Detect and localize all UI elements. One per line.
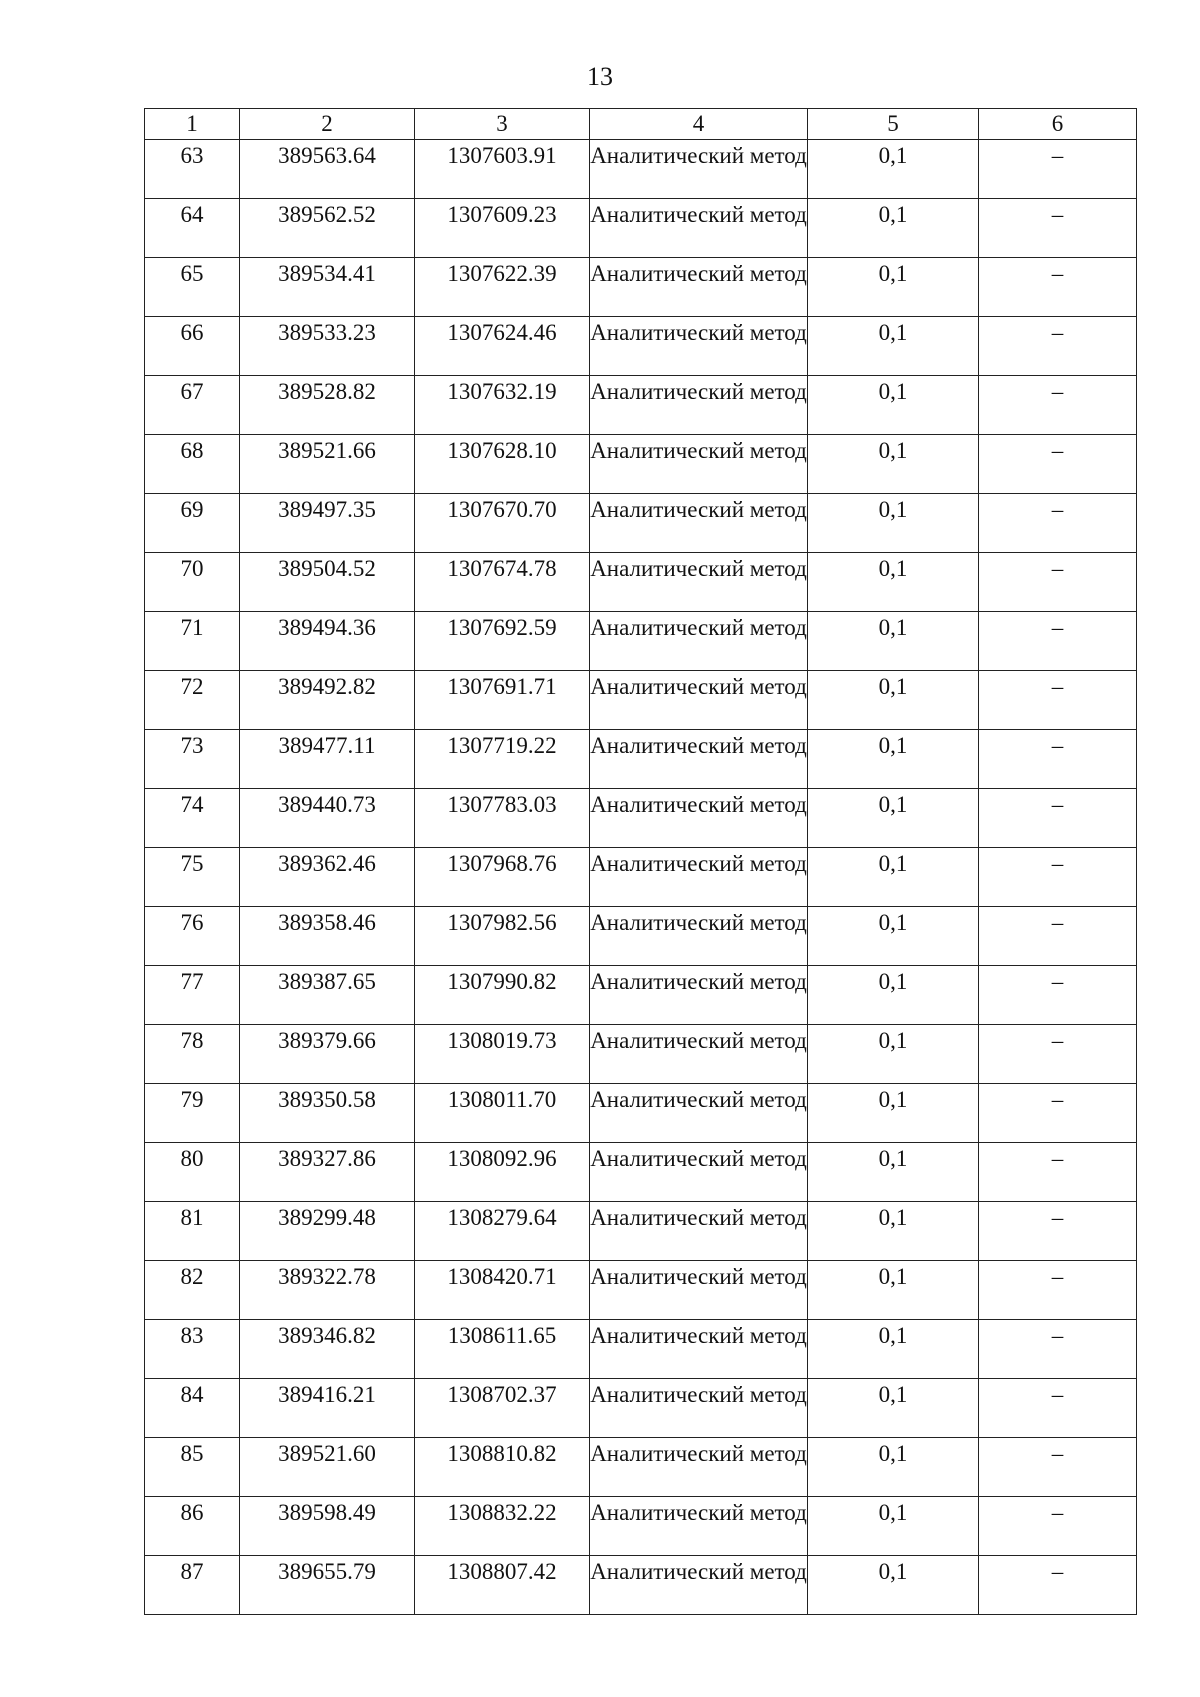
accuracy-cell: 0,1 bbox=[808, 848, 979, 907]
column-header: 5 bbox=[808, 109, 979, 140]
x-coordinate-cell: 389562.52 bbox=[240, 199, 415, 258]
note-cell: – bbox=[979, 1202, 1137, 1261]
y-coordinate-cell: 1308019.73 bbox=[415, 1025, 590, 1084]
y-coordinate-cell: 1307622.39 bbox=[415, 258, 590, 317]
method-cell: Аналитический метод bbox=[590, 1438, 808, 1497]
table-row bbox=[145, 1202, 1137, 1261]
method-cell: Аналитический метод bbox=[590, 848, 808, 907]
y-coordinate-cell: 1308279.64 bbox=[415, 1202, 590, 1261]
y-coordinate-cell: 1308832.22 bbox=[415, 1497, 590, 1556]
header-row bbox=[145, 109, 1137, 140]
table-row bbox=[145, 1261, 1137, 1320]
x-coordinate-cell: 389528.82 bbox=[240, 376, 415, 435]
method-cell: Аналитический метод bbox=[590, 730, 808, 789]
point-number-cell: 78 bbox=[145, 1025, 240, 1084]
x-coordinate-cell: 389362.46 bbox=[240, 848, 415, 907]
table-row bbox=[145, 789, 1137, 848]
accuracy-cell: 0,1 bbox=[808, 1143, 979, 1202]
y-coordinate-cell: 1307982.56 bbox=[415, 907, 590, 966]
method-cell: Аналитический метод bbox=[590, 376, 808, 435]
point-number-cell: 83 bbox=[145, 1320, 240, 1379]
note-cell: – bbox=[979, 258, 1137, 317]
table-row bbox=[145, 730, 1137, 789]
accuracy-cell: 0,1 bbox=[808, 140, 979, 199]
y-coordinate-cell: 1308702.37 bbox=[415, 1379, 590, 1438]
point-number-cell: 74 bbox=[145, 789, 240, 848]
column-header: 3 bbox=[415, 109, 590, 140]
y-coordinate-cell: 1308420.71 bbox=[415, 1261, 590, 1320]
method-cell: Аналитический метод bbox=[590, 1084, 808, 1143]
note-cell: – bbox=[979, 671, 1137, 730]
x-coordinate-cell: 389521.60 bbox=[240, 1438, 415, 1497]
table-row bbox=[145, 435, 1137, 494]
point-number-cell: 66 bbox=[145, 317, 240, 376]
note-cell: – bbox=[979, 907, 1137, 966]
table-row bbox=[145, 376, 1137, 435]
note-cell: – bbox=[979, 1084, 1137, 1143]
y-coordinate-cell: 1307670.70 bbox=[415, 494, 590, 553]
y-coordinate-cell: 1308807.42 bbox=[415, 1556, 590, 1615]
x-coordinate-cell: 389504.52 bbox=[240, 553, 415, 612]
table-row bbox=[145, 199, 1137, 258]
table-row bbox=[145, 258, 1137, 317]
table-row bbox=[145, 966, 1137, 1025]
table-row bbox=[145, 1084, 1137, 1143]
column-header: 6 bbox=[979, 109, 1137, 140]
x-coordinate-cell: 389533.23 bbox=[240, 317, 415, 376]
method-cell: Аналитический метод bbox=[590, 1497, 808, 1556]
x-coordinate-cell: 389346.82 bbox=[240, 1320, 415, 1379]
table-row bbox=[145, 1143, 1137, 1202]
accuracy-cell: 0,1 bbox=[808, 1438, 979, 1497]
accuracy-cell: 0,1 bbox=[808, 435, 979, 494]
point-number-cell: 82 bbox=[145, 1261, 240, 1320]
note-cell: – bbox=[979, 1261, 1137, 1320]
accuracy-cell: 0,1 bbox=[808, 1202, 979, 1261]
y-coordinate-cell: 1307990.82 bbox=[415, 966, 590, 1025]
method-cell: Аналитический метод bbox=[590, 612, 808, 671]
x-coordinate-cell: 389322.78 bbox=[240, 1261, 415, 1320]
x-coordinate-cell: 389534.41 bbox=[240, 258, 415, 317]
table-row bbox=[145, 612, 1137, 671]
accuracy-cell: 0,1 bbox=[808, 199, 979, 258]
table-body bbox=[145, 140, 1137, 1615]
y-coordinate-cell: 1307624.46 bbox=[415, 317, 590, 376]
table-row bbox=[145, 1497, 1137, 1556]
method-cell: Аналитический метод bbox=[590, 435, 808, 494]
table-row bbox=[145, 1025, 1137, 1084]
note-cell: – bbox=[979, 553, 1137, 612]
note-cell: – bbox=[979, 140, 1137, 199]
table-row bbox=[145, 1320, 1137, 1379]
table-row bbox=[145, 553, 1137, 612]
note-cell: – bbox=[979, 199, 1137, 258]
page-number: 13 bbox=[587, 62, 613, 91]
point-number-cell: 79 bbox=[145, 1084, 240, 1143]
point-number-cell: 71 bbox=[145, 612, 240, 671]
x-coordinate-cell: 389563.64 bbox=[240, 140, 415, 199]
point-number-cell: 67 bbox=[145, 376, 240, 435]
table-row bbox=[145, 1438, 1137, 1497]
accuracy-cell: 0,1 bbox=[808, 1497, 979, 1556]
y-coordinate-cell: 1308810.82 bbox=[415, 1438, 590, 1497]
accuracy-cell: 0,1 bbox=[808, 966, 979, 1025]
method-cell: Аналитический метод bbox=[590, 494, 808, 553]
y-coordinate-cell: 1307674.78 bbox=[415, 553, 590, 612]
x-coordinate-cell: 389358.46 bbox=[240, 907, 415, 966]
note-cell: – bbox=[979, 1438, 1137, 1497]
table-row bbox=[145, 317, 1137, 376]
accuracy-cell: 0,1 bbox=[808, 1379, 979, 1438]
table-row bbox=[145, 494, 1137, 553]
point-number-cell: 70 bbox=[145, 553, 240, 612]
note-cell: – bbox=[979, 1143, 1137, 1202]
x-coordinate-cell: 389494.36 bbox=[240, 612, 415, 671]
point-number-cell: 80 bbox=[145, 1143, 240, 1202]
x-coordinate-cell: 389655.79 bbox=[240, 1556, 415, 1615]
method-cell: Аналитический метод bbox=[590, 1379, 808, 1438]
x-coordinate-cell: 389521.66 bbox=[240, 435, 415, 494]
note-cell: – bbox=[979, 435, 1137, 494]
y-coordinate-cell: 1307691.71 bbox=[415, 671, 590, 730]
point-number-cell: 81 bbox=[145, 1202, 240, 1261]
point-number-cell: 85 bbox=[145, 1438, 240, 1497]
method-cell: Аналитический метод bbox=[590, 140, 808, 199]
x-coordinate-cell: 389387.65 bbox=[240, 966, 415, 1025]
note-cell: – bbox=[979, 317, 1137, 376]
note-cell: – bbox=[979, 1379, 1137, 1438]
point-number-cell: 86 bbox=[145, 1497, 240, 1556]
x-coordinate-cell: 389598.49 bbox=[240, 1497, 415, 1556]
method-cell: Аналитический метод bbox=[590, 1556, 808, 1615]
note-cell: – bbox=[979, 376, 1137, 435]
note-cell: – bbox=[979, 1025, 1137, 1084]
point-number-cell: 63 bbox=[145, 140, 240, 199]
point-number-cell: 69 bbox=[145, 494, 240, 553]
x-coordinate-cell: 389416.21 bbox=[240, 1379, 415, 1438]
method-cell: Аналитический метод bbox=[590, 1261, 808, 1320]
table-row bbox=[145, 140, 1137, 199]
method-cell: Аналитический метод bbox=[590, 317, 808, 376]
note-cell: – bbox=[979, 494, 1137, 553]
x-coordinate-cell: 389492.82 bbox=[240, 671, 415, 730]
x-coordinate-cell: 389477.11 bbox=[240, 730, 415, 789]
method-cell: Аналитический метод bbox=[590, 1202, 808, 1261]
x-coordinate-cell: 389350.58 bbox=[240, 1084, 415, 1143]
accuracy-cell: 0,1 bbox=[808, 907, 979, 966]
x-coordinate-cell: 389327.86 bbox=[240, 1143, 415, 1202]
method-cell: Аналитический метод bbox=[590, 258, 808, 317]
x-coordinate-cell: 389440.73 bbox=[240, 789, 415, 848]
note-cell: – bbox=[979, 1556, 1137, 1615]
y-coordinate-cell: 1307603.91 bbox=[415, 140, 590, 199]
column-header: 2 bbox=[240, 109, 415, 140]
table-row bbox=[145, 1379, 1137, 1438]
point-number-cell: 65 bbox=[145, 258, 240, 317]
point-number-cell: 75 bbox=[145, 848, 240, 907]
y-coordinate-cell: 1308092.96 bbox=[415, 1143, 590, 1202]
y-coordinate-cell: 1308611.65 bbox=[415, 1320, 590, 1379]
point-number-cell: 72 bbox=[145, 671, 240, 730]
y-coordinate-cell: 1307609.23 bbox=[415, 199, 590, 258]
table-row bbox=[145, 907, 1137, 966]
method-cell: Аналитический метод bbox=[590, 1143, 808, 1202]
accuracy-cell: 0,1 bbox=[808, 553, 979, 612]
method-cell: Аналитический метод bbox=[590, 553, 808, 612]
column-header: 4 bbox=[590, 109, 808, 140]
note-cell: – bbox=[979, 1320, 1137, 1379]
accuracy-cell: 0,1 bbox=[808, 494, 979, 553]
accuracy-cell: 0,1 bbox=[808, 1320, 979, 1379]
y-coordinate-cell: 1308011.70 bbox=[415, 1084, 590, 1143]
table-header bbox=[145, 109, 1137, 140]
method-cell: Аналитический метод bbox=[590, 966, 808, 1025]
point-number-cell: 76 bbox=[145, 907, 240, 966]
accuracy-cell: 0,1 bbox=[808, 730, 979, 789]
method-cell: Аналитический метод bbox=[590, 1025, 808, 1084]
method-cell: Аналитический метод bbox=[590, 907, 808, 966]
table-row bbox=[145, 1556, 1137, 1615]
y-coordinate-cell: 1307632.19 bbox=[415, 376, 590, 435]
accuracy-cell: 0,1 bbox=[808, 671, 979, 730]
method-cell: Аналитический метод bbox=[590, 671, 808, 730]
y-coordinate-cell: 1307719.22 bbox=[415, 730, 590, 789]
x-coordinate-cell: 389299.48 bbox=[240, 1202, 415, 1261]
point-number-cell: 87 bbox=[145, 1556, 240, 1615]
point-number-cell: 77 bbox=[145, 966, 240, 1025]
table-row bbox=[145, 671, 1137, 730]
coordinates-table bbox=[144, 108, 1137, 1615]
accuracy-cell: 0,1 bbox=[808, 1556, 979, 1615]
point-number-cell: 84 bbox=[145, 1379, 240, 1438]
x-coordinate-cell: 389379.66 bbox=[240, 1025, 415, 1084]
accuracy-cell: 0,1 bbox=[808, 376, 979, 435]
note-cell: – bbox=[979, 966, 1137, 1025]
accuracy-cell: 0,1 bbox=[808, 789, 979, 848]
x-coordinate-cell: 389497.35 bbox=[240, 494, 415, 553]
accuracy-cell: 0,1 bbox=[808, 317, 979, 376]
note-cell: – bbox=[979, 1497, 1137, 1556]
note-cell: – bbox=[979, 789, 1137, 848]
accuracy-cell: 0,1 bbox=[808, 1261, 979, 1320]
accuracy-cell: 0,1 bbox=[808, 1025, 979, 1084]
y-coordinate-cell: 1307628.10 bbox=[415, 435, 590, 494]
method-cell: Аналитический метод bbox=[590, 789, 808, 848]
point-number-cell: 73 bbox=[145, 730, 240, 789]
note-cell: – bbox=[979, 848, 1137, 907]
column-header: 1 bbox=[145, 109, 240, 140]
y-coordinate-cell: 1307783.03 bbox=[415, 789, 590, 848]
note-cell: – bbox=[979, 612, 1137, 671]
y-coordinate-cell: 1307968.76 bbox=[415, 848, 590, 907]
note-cell: – bbox=[979, 730, 1137, 789]
method-cell: Аналитический метод bbox=[590, 1320, 808, 1379]
accuracy-cell: 0,1 bbox=[808, 258, 979, 317]
accuracy-cell: 0,1 bbox=[808, 1084, 979, 1143]
accuracy-cell: 0,1 bbox=[808, 612, 979, 671]
table-row bbox=[145, 848, 1137, 907]
point-number-cell: 68 bbox=[145, 435, 240, 494]
method-cell: Аналитический метод bbox=[590, 199, 808, 258]
point-number-cell: 64 bbox=[145, 199, 240, 258]
y-coordinate-cell: 1307692.59 bbox=[415, 612, 590, 671]
